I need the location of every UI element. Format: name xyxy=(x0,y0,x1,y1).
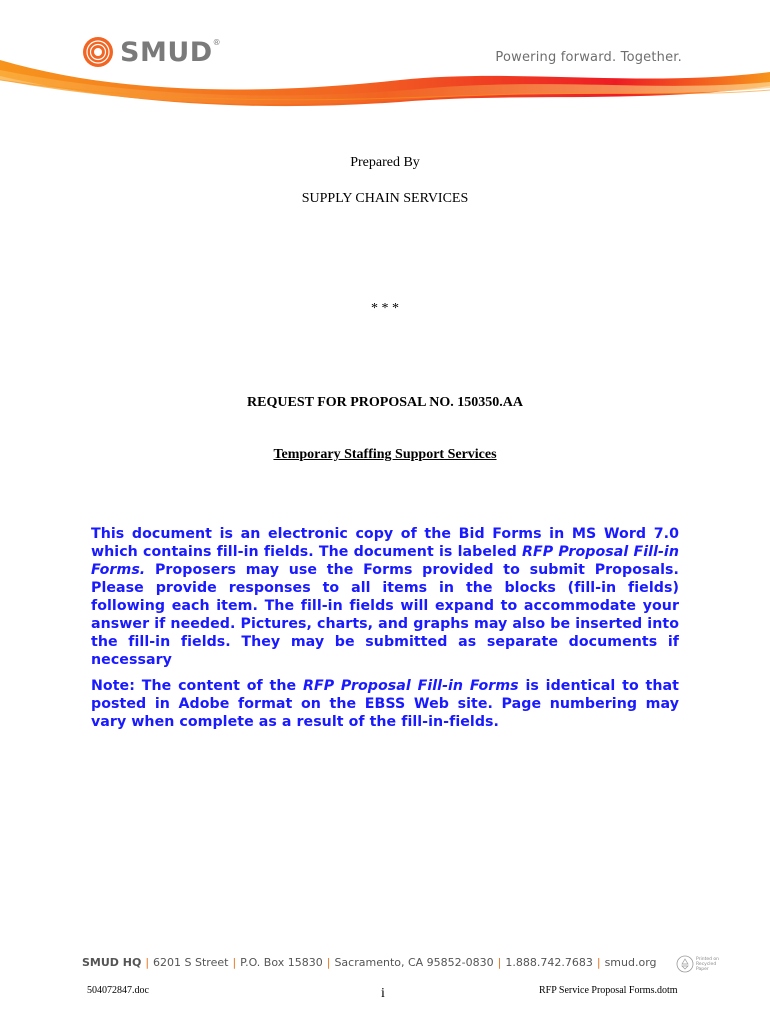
notice-p2-text-b: is identical to that posted in Adobe format on the EBSS Web site. Page numbering may vary when complete as a result of the fill-in-fields. xyxy=(91,678,679,730)
department-name: SUPPLY CHAIN SERVICES xyxy=(301,191,469,206)
tagline: Powering forward. Together. xyxy=(495,50,682,65)
footer-address-bar xyxy=(82,956,657,969)
footer-divider: | xyxy=(596,956,601,969)
page-number: i xyxy=(381,986,385,1001)
rfp-number: REQUEST FOR PROPOSAL NO. 150350.AA xyxy=(247,395,523,410)
notice-p2-text-a: Note: The content of the xyxy=(91,678,303,694)
notice-p1-emphasis: RFP Proposal Fill-in Forms. xyxy=(91,544,679,578)
sun-icon xyxy=(82,36,114,68)
section-separator: * * * xyxy=(371,301,399,316)
logo-wordmark: SMUD xyxy=(120,36,213,68)
notice-paragraph-2 xyxy=(91,677,679,731)
template-name: RFP Service Proposal Forms.dotm xyxy=(539,985,678,996)
registered-mark: ® xyxy=(212,37,221,47)
document-title xyxy=(0,447,770,463)
footer-po-box: P.O. Box 15830 xyxy=(240,956,323,969)
smud-logo xyxy=(82,34,221,70)
footer-street: 6201 S Street xyxy=(153,956,229,969)
prepared-by-label: Prepared By xyxy=(350,155,420,170)
footer-hq: SMUD HQ xyxy=(82,956,142,969)
notice-p2-emphasis: RFP Proposal Fill-in Forms xyxy=(302,678,519,694)
document-title-text: Temporary Staffing Support Services xyxy=(273,447,497,462)
footer-phone: 1.888.742.7683 xyxy=(505,956,593,969)
notice-p1-text-b: Proposers may use the Forms provided to submit Proposals. Please provide responses to all items in the blocks (fill-in fields) following each item. The fill-in fields will expand to accommodate your answer if needed. Pictures, charts, and graphs may also be inserted into the fill-in fields. They may be submitted as separate documents if necessary xyxy=(91,562,679,668)
footer-divider: | xyxy=(232,956,237,969)
notice-p1-text-a: This document is an electronic copy of the Bid Forms in MS Word 7.0 which contains fill-in fields. The document is labeled xyxy=(91,526,679,560)
recycled-paper-mark xyxy=(676,955,722,973)
notice-paragraph-1 xyxy=(91,525,679,669)
footer-web: smud.org xyxy=(604,956,657,969)
recycled-paper-text: Printed on Recycled Paper xyxy=(696,956,720,972)
footer-divider: | xyxy=(145,956,150,969)
footer-divider: | xyxy=(497,956,502,969)
footer-divider: | xyxy=(326,956,331,969)
recycle-icon xyxy=(676,955,694,973)
document-file-id: 504072847.doc xyxy=(87,985,149,996)
footer-city: Sacramento, CA 95852-0830 xyxy=(334,956,494,969)
